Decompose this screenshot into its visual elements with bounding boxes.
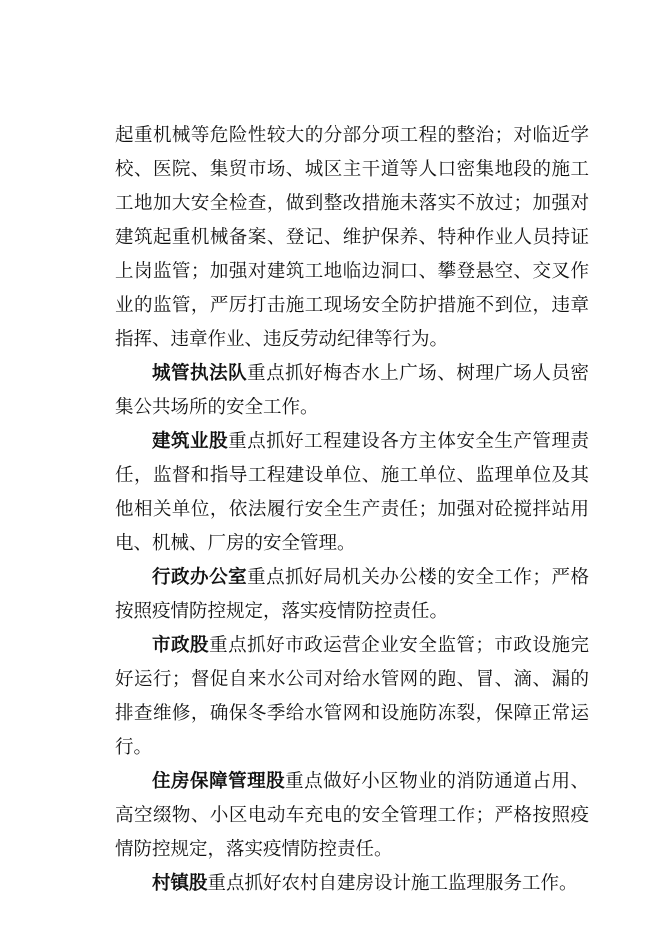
paragraph-heading: 行政办公室 <box>152 567 248 588</box>
paragraph-admin-office <box>115 561 589 629</box>
paragraph-construction <box>115 425 589 561</box>
paragraph-heading: 住房保障管理股 <box>152 771 286 792</box>
paragraph-continued <box>115 119 589 357</box>
paragraph-body: 重点抓好工程建设各方主体安全生产管理责任，监督和指导工程建设单位、施工单位、监理单位及其他相关单位，依法履行安全生产责任；加强对砼搅拌站用电、机械、厂房的安全管理。 <box>115 431 589 554</box>
document-body <box>115 119 589 901</box>
paragraph-body: 重点抓好梅杏水上广场、树理广场人员密集公共场所的安全工作。 <box>115 363 589 418</box>
paragraph-housing <box>115 765 589 867</box>
paragraph-body: 重点抓好局机关办公楼的安全工作；严格按照疫情防控规定，落实疫情防控责任。 <box>115 567 589 622</box>
paragraph-urban-management <box>115 357 589 425</box>
paragraph-body: 重点抓好农村自建房设计施工监理服务工作。 <box>207 873 578 894</box>
paragraph-heading: 建筑业股 <box>152 431 229 452</box>
paragraph-heading: 村镇股 <box>152 873 208 894</box>
paragraph-village <box>115 867 589 901</box>
paragraph-body: 起重机械等危险性较大的分部分项工程的整治；对临近学校、医院、集贸市场、城区主干道等人口密集地段的施工工地加大安全检查，做到整改措施未落实不放过；加强对建筑起重机械备案、登记、维护保养、特种作业人员持证上岗监管；加强对建筑工地临边洞口、攀登悬空、交叉作业的监管，严厉打击施工现场安全防护措施不到位，违章指挥、违章作业、违反劳动纪律等行为。 <box>115 125 589 350</box>
paragraph-heading: 市政股 <box>152 635 210 656</box>
paragraph-heading: 城管执法队 <box>152 363 248 384</box>
paragraph-body: 重点抓好市政运营企业安全监管；市政设施完好运行；督促自来水公司对给水管网的跑、冒、滴、漏的排查维修，确保冬季给水管网和设施防冻裂，保障正常运行。 <box>115 635 589 758</box>
paragraph-municipal <box>115 629 589 765</box>
paragraph-body: 重点做好小区物业的消防通道占用、高空缀物、小区电动车充电的安全管理工作；严格按照疫情防控规定，落实疫情防控责任。 <box>115 771 589 860</box>
